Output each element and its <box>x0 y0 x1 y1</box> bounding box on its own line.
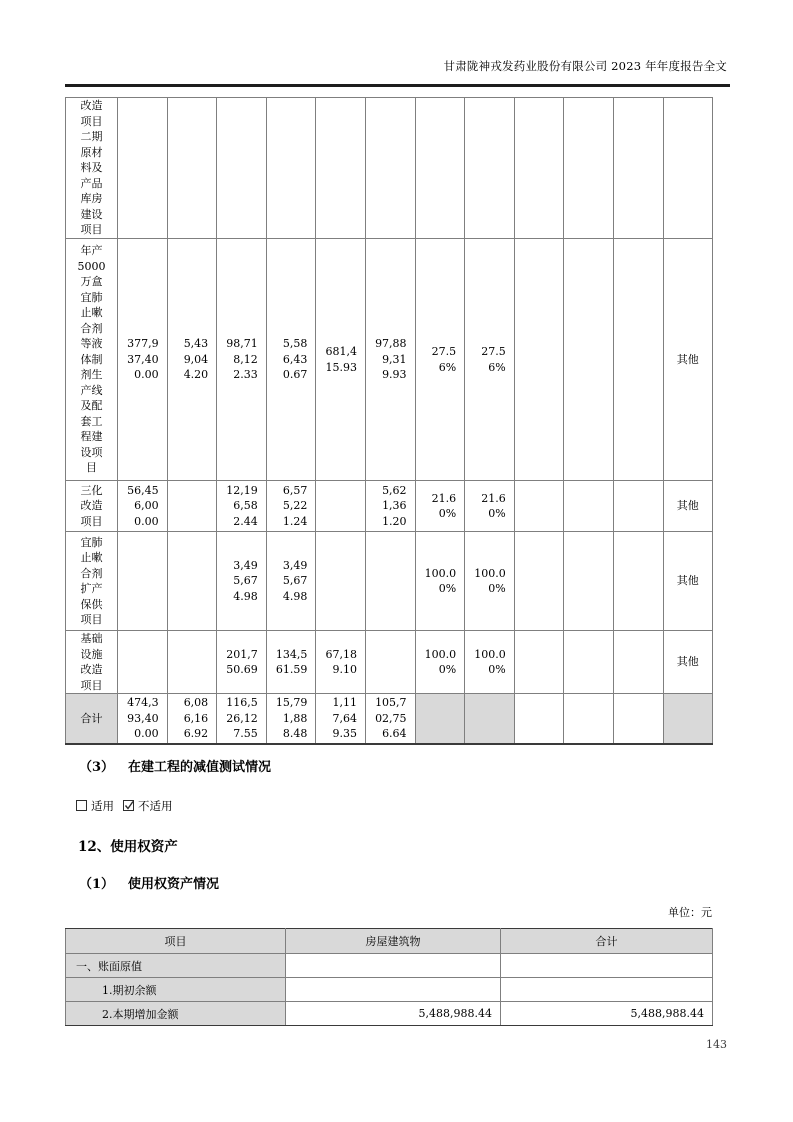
percent-cell: 21.60% <box>415 481 465 532</box>
table-row <box>66 532 713 631</box>
total-cell: 15,791,888.48 <box>266 694 316 745</box>
total-cell: 1,117,649.35 <box>316 694 366 745</box>
total-cell <box>465 694 515 745</box>
total-label-cell: 合计 <box>66 694 118 745</box>
table-cell: 5,621,361.20 <box>365 481 415 532</box>
project-name-cell: 宜肺止嗽合剂扩产保供项目 <box>66 532 118 631</box>
table-cell <box>564 532 614 631</box>
table-cell: 134,561.59 <box>266 631 316 694</box>
report-header-title: 甘肃陇神戎发药业股份有限公司 2023 年年度报告全文 <box>443 59 727 73</box>
section-title: 使用权资产情况 <box>128 877 220 892</box>
column-header-item: 项目 <box>66 929 286 954</box>
section-number: （1） <box>79 877 115 892</box>
project-name-cell: 三化改造项目 <box>66 481 118 532</box>
percent-cell: 100.00% <box>415 532 465 631</box>
table-cell <box>316 98 366 239</box>
checkbox-checked-not-applicable <box>123 800 134 811</box>
table-cell: 5,488,988.44 <box>501 1002 713 1026</box>
table-cell <box>286 954 501 978</box>
total-cell <box>514 694 564 745</box>
table-cell <box>316 481 366 532</box>
table-cell <box>564 631 614 694</box>
table-cell <box>365 98 415 239</box>
checkbox-unchecked-applicable <box>76 800 87 811</box>
table-cell: 98,718,122.33 <box>217 239 267 481</box>
table-cell <box>167 98 217 239</box>
project-name-cell: 改造项目二期原材料及产品库房建设项目 <box>66 98 118 239</box>
column-header-buildings: 房屋建筑物 <box>286 929 501 954</box>
table-row <box>66 954 713 978</box>
section-title: 使用权资产 <box>110 839 178 855</box>
table-header-row <box>66 929 713 954</box>
table-cell: 5,586,430.67 <box>266 239 316 481</box>
table-cell <box>501 954 713 978</box>
total-cell: 6,086,166.92 <box>167 694 217 745</box>
table-cell <box>613 481 663 532</box>
table-cell: 97,889,319.93 <box>365 239 415 481</box>
table-cell <box>613 532 663 631</box>
row-label-cell: 2.本期增加金额 <box>66 1002 286 1026</box>
table-cell <box>514 98 564 239</box>
table-cell <box>316 532 366 631</box>
section-number: （3） <box>79 760 115 775</box>
section-title: 在建工程的减值测试情况 <box>128 760 272 775</box>
row-label-cell: 1.期初余额 <box>66 978 286 1002</box>
section-heading-impairment <box>79 756 271 775</box>
total-cell: 105,702,756.64 <box>365 694 415 745</box>
table-cell <box>514 532 564 631</box>
table-cell <box>365 532 415 631</box>
table-cell <box>266 98 316 239</box>
project-name-cell: 年产5000万盒宜肺止嗽合剂等液体制剂生产线及配套工程建设项目 <box>66 239 118 481</box>
table-cell: 6,575,221.24 <box>266 481 316 532</box>
construction-in-progress-table <box>65 97 713 745</box>
budget-cell: 377,937,400.00 <box>118 239 168 481</box>
total-cell <box>663 694 713 745</box>
funding-source-cell: 其他 <box>663 481 713 532</box>
funding-source-cell: 其他 <box>663 239 713 481</box>
table-cell <box>365 631 415 694</box>
table-cell: 5,439,044.20 <box>167 239 217 481</box>
table-row <box>66 631 713 694</box>
table-row <box>66 98 713 239</box>
table-cell <box>514 481 564 532</box>
rou-assets-table <box>65 928 713 1026</box>
section-heading-rou-detail <box>79 873 219 892</box>
percent-cell: 27.56% <box>415 239 465 481</box>
table-cell <box>415 98 465 239</box>
total-cell: 116,526,127.55 <box>217 694 267 745</box>
percent-cell: 27.56% <box>465 239 515 481</box>
table-cell <box>118 532 168 631</box>
table-cell: 12,196,582.44 <box>217 481 267 532</box>
table-cell <box>167 532 217 631</box>
table-cell <box>118 631 168 694</box>
table-cell: 3,495,674.98 <box>217 532 267 631</box>
table-row <box>66 1002 713 1026</box>
table-cell: 5,488,988.44 <box>286 1002 501 1026</box>
percent-cell: 100.00% <box>465 631 515 694</box>
not-applicable-label: 不适用 <box>138 799 173 813</box>
table-cell <box>465 98 515 239</box>
table-cell <box>501 978 713 1002</box>
percent-cell: 100.00% <box>415 631 465 694</box>
applicability-line <box>76 798 173 814</box>
table-cell <box>286 978 501 1002</box>
total-row <box>66 694 713 745</box>
total-cell: 474,393,400.00 <box>118 694 168 745</box>
table-cell <box>217 98 267 239</box>
table-cell: 67,189.10 <box>316 631 366 694</box>
section-number: 12、 <box>78 839 111 855</box>
row-label-cell: 一、账面原值 <box>66 954 286 978</box>
table-cell <box>564 239 614 481</box>
table-cell: 201,750.69 <box>217 631 267 694</box>
table-cell <box>514 239 564 481</box>
percent-cell: 21.60% <box>465 481 515 532</box>
table-row <box>66 978 713 1002</box>
total-cell <box>613 694 663 745</box>
table-cell: 3,495,674.98 <box>266 532 316 631</box>
total-cell <box>415 694 465 745</box>
table-cell <box>514 631 564 694</box>
table-cell <box>118 98 168 239</box>
unit-label: 单位：元 <box>668 906 712 919</box>
table-row <box>66 239 713 481</box>
table-cell <box>613 631 663 694</box>
table-row <box>66 481 713 532</box>
table-cell <box>167 631 217 694</box>
funding-source-cell: 其他 <box>663 631 713 694</box>
table-cell <box>613 239 663 481</box>
page-number: 143 <box>706 1038 727 1051</box>
funding-source-cell: 其他 <box>663 532 713 631</box>
table-cell <box>613 98 663 239</box>
applicable-label: 适用 <box>91 799 114 813</box>
table-cell <box>167 481 217 532</box>
table-cell <box>564 481 614 532</box>
header-rule <box>65 84 730 87</box>
percent-cell: 100.00% <box>465 532 515 631</box>
table-cell <box>663 98 713 239</box>
table-cell <box>564 98 614 239</box>
total-cell <box>564 694 614 745</box>
budget-cell: 56,456,000.00 <box>118 481 168 532</box>
project-name-cell: 基础设施改造项目 <box>66 631 118 694</box>
table-cell: 681,415.93 <box>316 239 366 481</box>
column-header-total: 合计 <box>501 929 713 954</box>
section-heading-rou-assets <box>78 835 178 855</box>
